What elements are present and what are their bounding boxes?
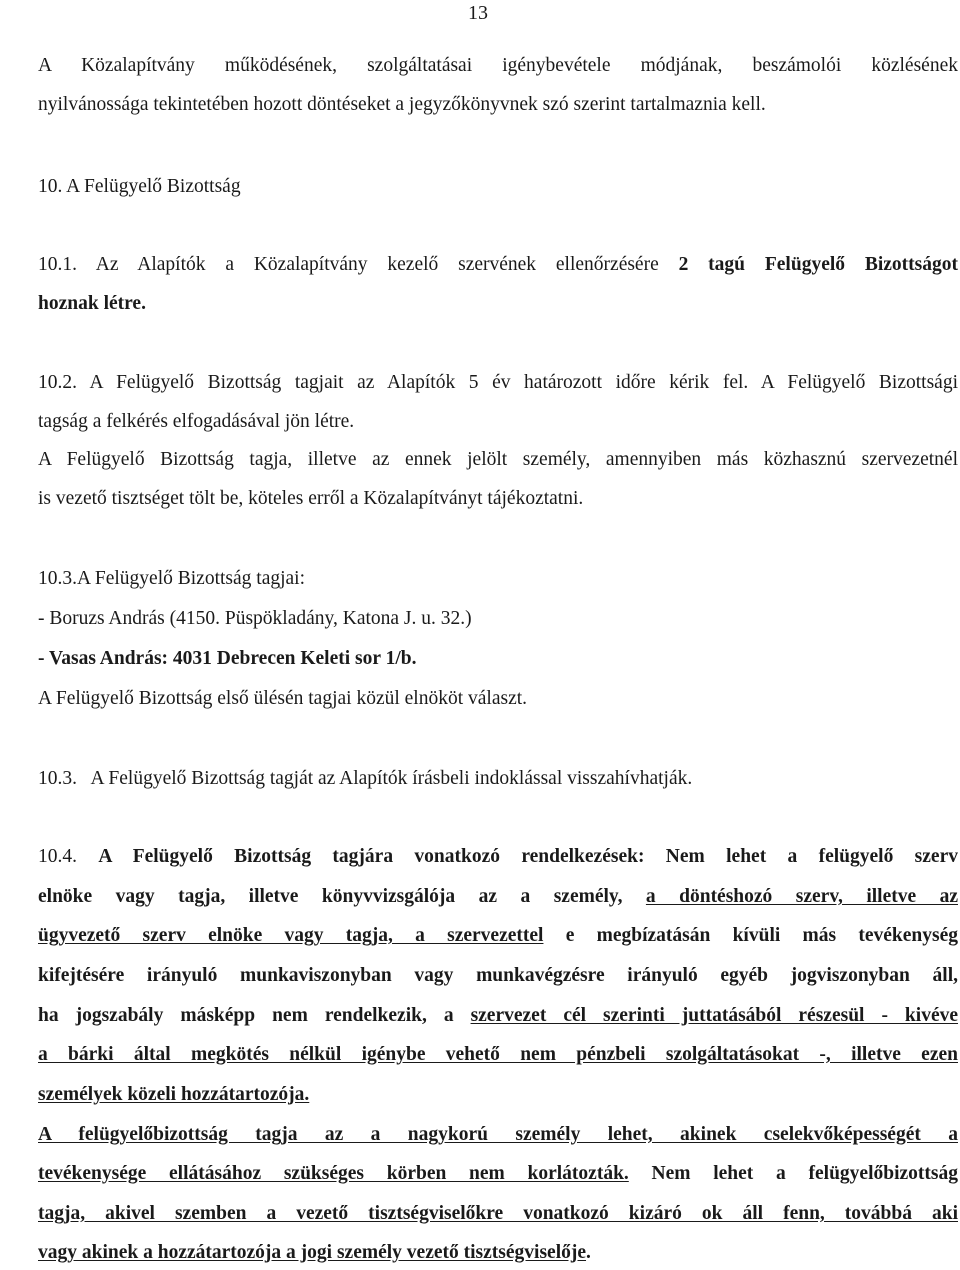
member-1: - Boruzs András (4150. Püspökladány, Katona J. u. 32.) — [38, 608, 472, 629]
recall-clause: 10.3. A Felügyelő Bizottság tagját az Alapítók írásbeli indoklással visszahívhatják. — [38, 768, 693, 789]
clause-10-4-line-5 — [38, 1003, 958, 1029]
clause-10-4-line-7 — [38, 1082, 958, 1108]
chair-election: A Felügyelő Bizottság első ülésén tagjai közül elnököt választ. — [38, 688, 528, 709]
records-paragraph-line-2: nyilvánossága tekintetében hozott döntéseket a jegyzőkönyvnek szó szerint tartalmaznia kell. — [38, 94, 766, 115]
member-2 — [38, 646, 958, 672]
clause-10-4-line-8-underlined: A felügyelőbizottság tagja az a nagykorú személy lehet, akinek cselekvőképességét a — [38, 1124, 958, 1145]
clause-10-4-line-9-text: Nem lehet a felügyelőbizottság — [628, 1163, 958, 1184]
clause-10-4-line-5-text: ha jogszabály másképp nem rendelkezik, a — [38, 1005, 471, 1026]
section-heading: 10. A Felügyelő Bizottság — [38, 176, 241, 197]
clause-10-4-line-10 — [38, 1201, 958, 1227]
clause-10-4-line-1 — [38, 844, 958, 870]
clause-10-4-line-2-text: elnöke vagy tagja, illetve könyvvizsgálója az a személy, — [38, 886, 646, 907]
clause-10-4-line-11-underlined: vagy akinek a hozzátartozója a jogi személy vezető tisztségviselője — [38, 1242, 587, 1263]
clause-10-2-line-4: is vezető tisztséget tölt be, köteles erről a Közalapítványt tájékoztatni. — [38, 488, 584, 509]
clause-10-1-bold: 2 tagú Felügyelő Bizottságot — [678, 254, 959, 275]
clause-10-4-number: 10.4. — [38, 846, 77, 867]
clause-10-4-line-6-underlined: a bárki által megkötés nélkül igénybe vehető nem pénzbeli szolgáltatásokat -, illetve ezen — [38, 1044, 958, 1065]
clause-10-4-line-9 — [38, 1161, 958, 1187]
clause-10-4-line-11-end: . — [586, 1242, 591, 1263]
clause-10-4-line-2 — [38, 884, 958, 910]
page-number: 13 — [468, 2, 488, 24]
clause-10-4-heading: A Felügyelő Bizottság tagjára vonatkozó rendelkezések: — [98, 846, 645, 867]
clause-10-4-line-8 — [38, 1122, 958, 1148]
clause-10-4-line-7-underlined: személyek közeli hozzátartozója. — [38, 1084, 310, 1105]
clause-10-2-line-1: 10.2. A Felügyelő Bizottság tagjait az Alapítók 5 év határozott időre kérik fel. A Felügyelő Bizottsági — [38, 372, 958, 393]
clause-10-1-line-1 — [38, 252, 958, 278]
clause-10-4-line-2-underlined: a döntéshozó szerv, illetve az — [645, 886, 958, 907]
clause-10-4-line-5-underlined: szervezet cél szerinti juttatásából részesül - kivéve — [470, 1005, 959, 1026]
clause-10-4-line-10-underlined: tagja, akivel szemben a vezető tisztségviselőkre vonatkozó kizáró ok áll fenn, továbbá aki — [38, 1203, 958, 1224]
clause-10-2-line-2: tagság a felkérés elfogadásával jön létre. — [38, 411, 355, 432]
clause-10-4-text: Nem lehet a felügyelő szerv — [665, 846, 958, 867]
clause-10-2-line-3: A Felügyelő Bizottság tagja, illetve az ennek jelölt személy, amennyiben más közhasznú szervezetnél — [38, 449, 958, 470]
clause-10-1-text: 10.1. Az Alapítók a Közalapítvány kezelő szervének ellenőrzésére — [38, 254, 679, 275]
clause-10-1-line-2 — [38, 291, 958, 317]
clause-10-4-line-11 — [38, 1240, 958, 1266]
clause-10-4-line-4: kifejtésére irányuló munkaviszonyban vagy munkavégzésre irányuló egyéb jogviszonyban áll, — [38, 965, 958, 986]
records-paragraph-line-1: A Közalapítvány működésének, szolgáltatásai igénybevétele módjának, beszámolói közlésének — [38, 55, 958, 76]
clause-10-1-bold-end: hoznak létre. — [38, 293, 146, 314]
clause-10-4-line-3-underlined: ügyvezető szerv elnöke vagy tagja, a szervezettel — [38, 925, 544, 946]
clause-10-4-line-3-text: e megbízatásán kívüli más tevékenység — [543, 925, 958, 946]
members-heading: 10.3.A Felügyelő Bizottság tagjai: — [38, 568, 306, 589]
clause-10-4-line-6 — [38, 1042, 958, 1068]
clause-10-4-line-9-underlined: tevékenysége ellátásához szükséges körben nem korlátozták. — [38, 1163, 629, 1184]
clause-10-4-line-3 — [38, 923, 958, 949]
member-2-text: - Vasas András: 4031 Debrecen Keleti sor 1/b. — [38, 648, 417, 669]
